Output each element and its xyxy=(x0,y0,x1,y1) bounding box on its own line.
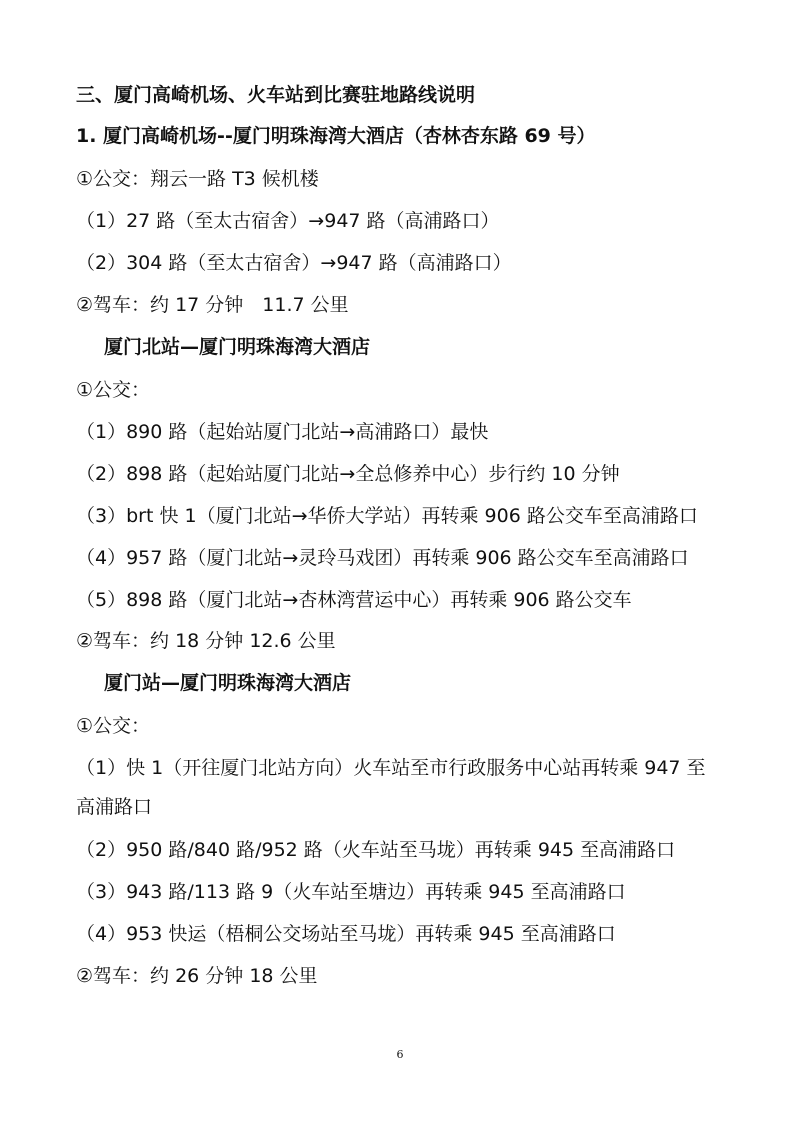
airport-route-1: （1）27 路（至太古宿舍）→947 路（高浦路口） xyxy=(76,210,500,232)
xiamen-station-route-4: （4）953 快运（梧桐公交场站至马垅）再转乘 945 至高浦路口 xyxy=(76,923,616,945)
xiamen-station-route-1-line-2: 高浦路口 xyxy=(76,796,153,818)
xiamen-station-route-2: （2）950 路/840 路/952 路（火车站至马垅）再转乘 945 至高浦路口 xyxy=(76,839,676,861)
north-station-route-1: （1）890 路（起始站厦门北站→高浦路口）最快 xyxy=(76,421,489,443)
airport-heading: 1. 厦门高崎机场--厦门明珠海湾大酒店（杏林杏东路 69 号） xyxy=(76,125,596,147)
page-number: 6 xyxy=(396,1048,404,1061)
north-station-bus-label: ①公交： xyxy=(76,379,151,401)
north-station-route-3: （3）brt 快 1（厦门北站→华侨大学站）再转乘 906 路公交车至高浦路口 xyxy=(76,505,698,527)
xiamen-station-drive: ②驾车：约 26 分钟 18 公里 xyxy=(76,965,318,987)
airport-route-2: （2）304 路（至太古宿舍）→947 路（高浦路口） xyxy=(76,252,512,274)
north-station-route-5: （5）898 路（厦门北站→杏林湾营运中心）再转乘 906 路公交车 xyxy=(76,589,632,611)
section-title: 三、厦门高崎机场、火车站到比赛驻地路线说明 xyxy=(76,84,476,106)
xiamen-station-bus-label: ①公交： xyxy=(76,715,151,737)
north-station-heading: 厦门北站—厦门明珠海湾大酒店 xyxy=(104,336,371,358)
airport-drive: ②驾车：约 17 分钟 11.7 公里 xyxy=(76,294,349,316)
north-station-drive: ②驾车：约 18 分钟 12.6 公里 xyxy=(76,630,336,652)
north-station-route-4: （4）957 路（厦门北站→灵玲马戏团）再转乘 906 路公交车至高浦路口 xyxy=(76,547,689,569)
xiamen-station-route-3: （3）943 路/113 路 9（火车站至塘边）再转乘 945 至高浦路口 xyxy=(76,881,626,903)
airport-bus-label: ①公交：翔云一路 T3 候机楼 xyxy=(76,168,319,190)
xiamen-station-route-1-line-1: （1）快 1（开往厦门北站方向）火车站至市行政服务中心站再转乘 947 至 xyxy=(76,757,706,779)
north-station-route-2: （2）898 路（起始站厦门北站→全总修养中心）步行约 10 分钟 xyxy=(76,463,620,485)
xiamen-station-heading: 厦门站—厦门明珠海湾大酒店 xyxy=(104,672,352,694)
